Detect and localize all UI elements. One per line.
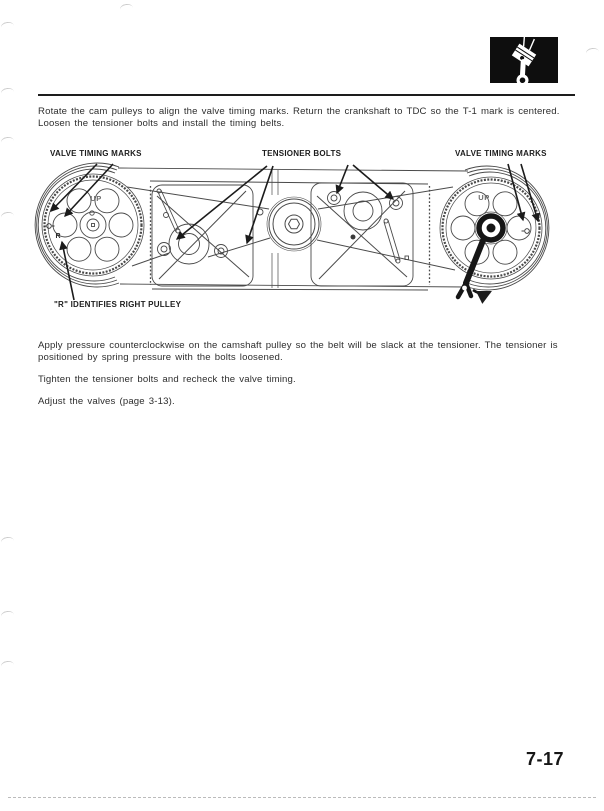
piston-icon bbox=[490, 37, 558, 83]
scan-artifact-mark bbox=[0, 21, 14, 32]
scan-artifact-mark bbox=[585, 47, 599, 58]
scan-artifact-mark bbox=[0, 610, 14, 621]
rotation-arrow bbox=[473, 290, 490, 294]
timing-belt-diagram bbox=[0, 160, 604, 310]
crankshaft-pulley bbox=[267, 197, 321, 251]
scan-artifact-mark bbox=[0, 536, 14, 547]
label-valve-timing-marks-left: VALVE TIMING MARKS bbox=[50, 149, 142, 158]
timing-mark-right bbox=[522, 229, 530, 234]
section-icon bbox=[490, 37, 558, 83]
body-paragraph-1: Apply pressure counterclockwise on the camshaft pulley so the belt will be slack at the tensioner. The tensioner is positioned by spring pressure with the bolts loosened. bbox=[38, 340, 558, 364]
wrench bbox=[458, 216, 503, 297]
right-tensioner bbox=[328, 192, 409, 264]
body-paragraph-3: Adjust the valves (page 3-13). bbox=[38, 396, 175, 407]
label-valve-timing-marks-right: VALVE TIMING MARKS bbox=[455, 149, 547, 158]
page-number: 7-17 bbox=[525, 749, 564, 769]
scan-artifact-mark bbox=[0, 87, 14, 98]
page-bottom-edge bbox=[8, 797, 596, 798]
scan-artifact-mark bbox=[119, 3, 133, 14]
scan-artifact-mark bbox=[0, 660, 14, 671]
left-cam-pulley bbox=[35, 163, 144, 287]
scan-artifact-mark bbox=[0, 136, 14, 147]
up-mark-left: UP bbox=[90, 194, 102, 203]
r-mark: R bbox=[55, 233, 61, 240]
diagram-caption: "R" IDENTIFIES RIGHT PULLEY bbox=[54, 300, 182, 309]
intro-paragraph: Rotate the cam pulleys to align the valve timing marks. Return the crankshaft to TDC so the T-1 mark is centered. Loosen the tensioner bolts and install the timing belts. bbox=[38, 106, 560, 130]
label-tensioner-bolts: TENSIONER BOLTS bbox=[262, 149, 342, 158]
up-mark-right: UP bbox=[478, 193, 490, 202]
header-divider bbox=[38, 94, 575, 96]
body-paragraph-2: Tighten the tensioner bolts and recheck the valve timing. bbox=[38, 374, 296, 385]
